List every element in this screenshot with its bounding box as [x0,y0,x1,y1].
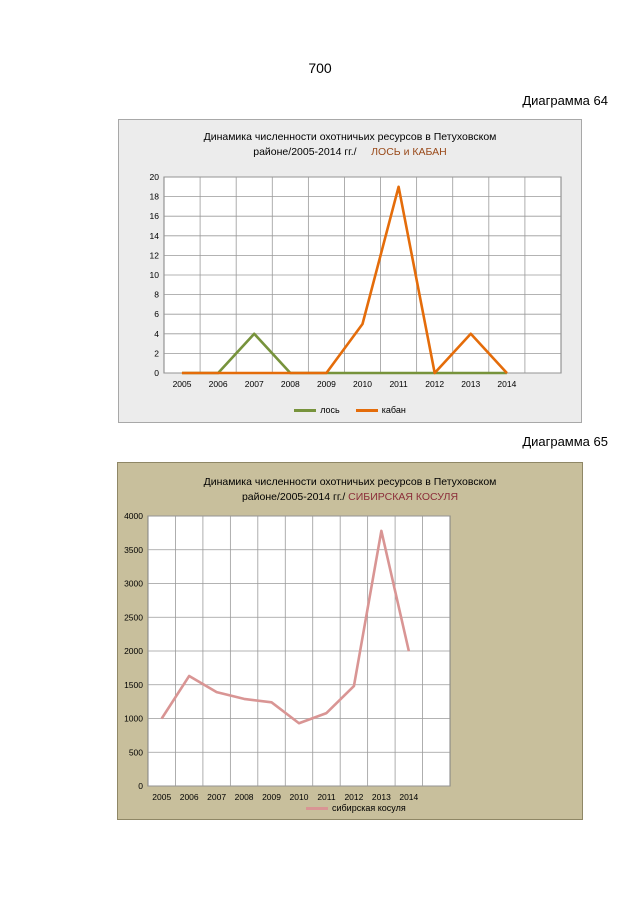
legend-item [356,405,406,415]
data-point [470,373,471,374]
x-tick-label: 2011 [317,792,336,802]
data-point [218,373,219,374]
chart-65-plot [118,463,582,819]
x-tick-label: 2010 [289,792,309,802]
y-tick-label: 0 [138,781,143,791]
x-tick-label: 2014 [497,379,517,389]
chart-65-caption: Диаграмма 65 [522,434,608,449]
chart-65-legend [298,803,418,813]
y-tick-label: 18 [149,191,159,202]
data-point [326,373,327,374]
data-point [362,324,363,325]
x-tick-label: 2012 [425,379,445,389]
page-number: 700 [308,60,332,76]
y-tick-label: 2500 [124,612,143,623]
legend-item [306,803,406,813]
data-point [216,692,217,693]
legend-swatch [306,807,328,810]
x-tick-label: 2014 [399,792,419,802]
x-tick-label: 2013 [371,792,391,802]
legend-swatch [294,409,316,412]
chart-64-caption: Диаграмма 64 [522,93,608,108]
x-tick-label: 2007 [244,379,264,389]
y-tick-label: 1000 [124,713,143,724]
x-tick-label: 2008 [280,379,300,389]
data-point [362,373,363,374]
y-tick-label: 1500 [124,679,143,690]
y-tick-label: 4 [154,328,159,339]
x-tick-label: 2010 [353,379,372,389]
data-point [398,373,399,374]
x-tick-label: 2007 [207,792,227,802]
data-point [254,333,255,334]
chart-64-title-prefix: районе/2005-2014 гг./ [253,146,357,158]
data-point [271,702,272,703]
data-point [189,675,190,676]
x-tick-label: 2013 [461,379,481,389]
y-tick-label: 6 [154,309,159,320]
x-tick-label: 2005 [152,792,172,802]
y-tick-label: 4000 [124,511,143,521]
x-tick-label: 2006 [179,792,199,802]
data-point [398,186,399,187]
y-tick-label: 16 [149,211,159,222]
x-tick-label: 2005 [172,379,192,389]
x-tick-label: 2012 [344,792,364,802]
y-tick-label: 0 [154,368,159,378]
x-tick-label: 2009 [262,792,282,802]
legend-label: кабан [381,405,406,415]
data-point [506,373,507,374]
y-tick-label: 12 [149,250,159,261]
chart-65-title-accent: СИБИРСКАЯ КОСУЛЯ [348,491,459,503]
legend-swatch [356,409,378,412]
chart-64-title-line1: Динамика численности охотничьих ресурсов в Петуховском [203,131,497,143]
y-tick-label: 500 [128,747,143,758]
legend-label: лось [320,405,340,415]
y-tick-label: 3500 [124,544,143,555]
chart-64 [118,119,582,423]
data-point [182,373,183,374]
y-tick-label: 14 [149,230,159,241]
data-point [290,373,291,374]
data-point [434,373,435,374]
y-tick-label: 2000 [124,646,143,656]
chart-65-title-prefix: районе/2005-2014 гг./ [241,491,346,503]
data-point [299,723,300,724]
chart-64-plot [119,120,581,422]
data-point [408,651,409,652]
chart-64-title-accent: ЛОСЬ и КАБАН [371,146,447,158]
data-point [244,698,245,699]
legend-label: сибирская косуля [332,803,406,813]
data-point [381,530,382,531]
data-point [161,718,162,719]
data-point [326,713,327,714]
y-tick-label: 3000 [124,578,143,589]
chart-65 [117,462,583,820]
y-tick-label: 2 [154,348,159,359]
y-tick-label: 8 [154,289,159,300]
x-tick-label: 2011 [389,379,408,389]
chart-64-legend [119,405,581,415]
y-tick-label: 10 [149,270,159,280]
x-tick-label: 2009 [316,379,336,389]
legend-item [294,405,340,415]
data-point [353,686,354,687]
y-tick-label: 20 [149,172,159,182]
x-tick-label: 2008 [234,792,254,802]
data-point [254,373,255,374]
data-point [470,333,471,334]
chart-65-title-line1: Динамика численности охотничьих ресурсов в Петуховском [203,476,497,488]
x-tick-label: 2006 [208,379,228,389]
